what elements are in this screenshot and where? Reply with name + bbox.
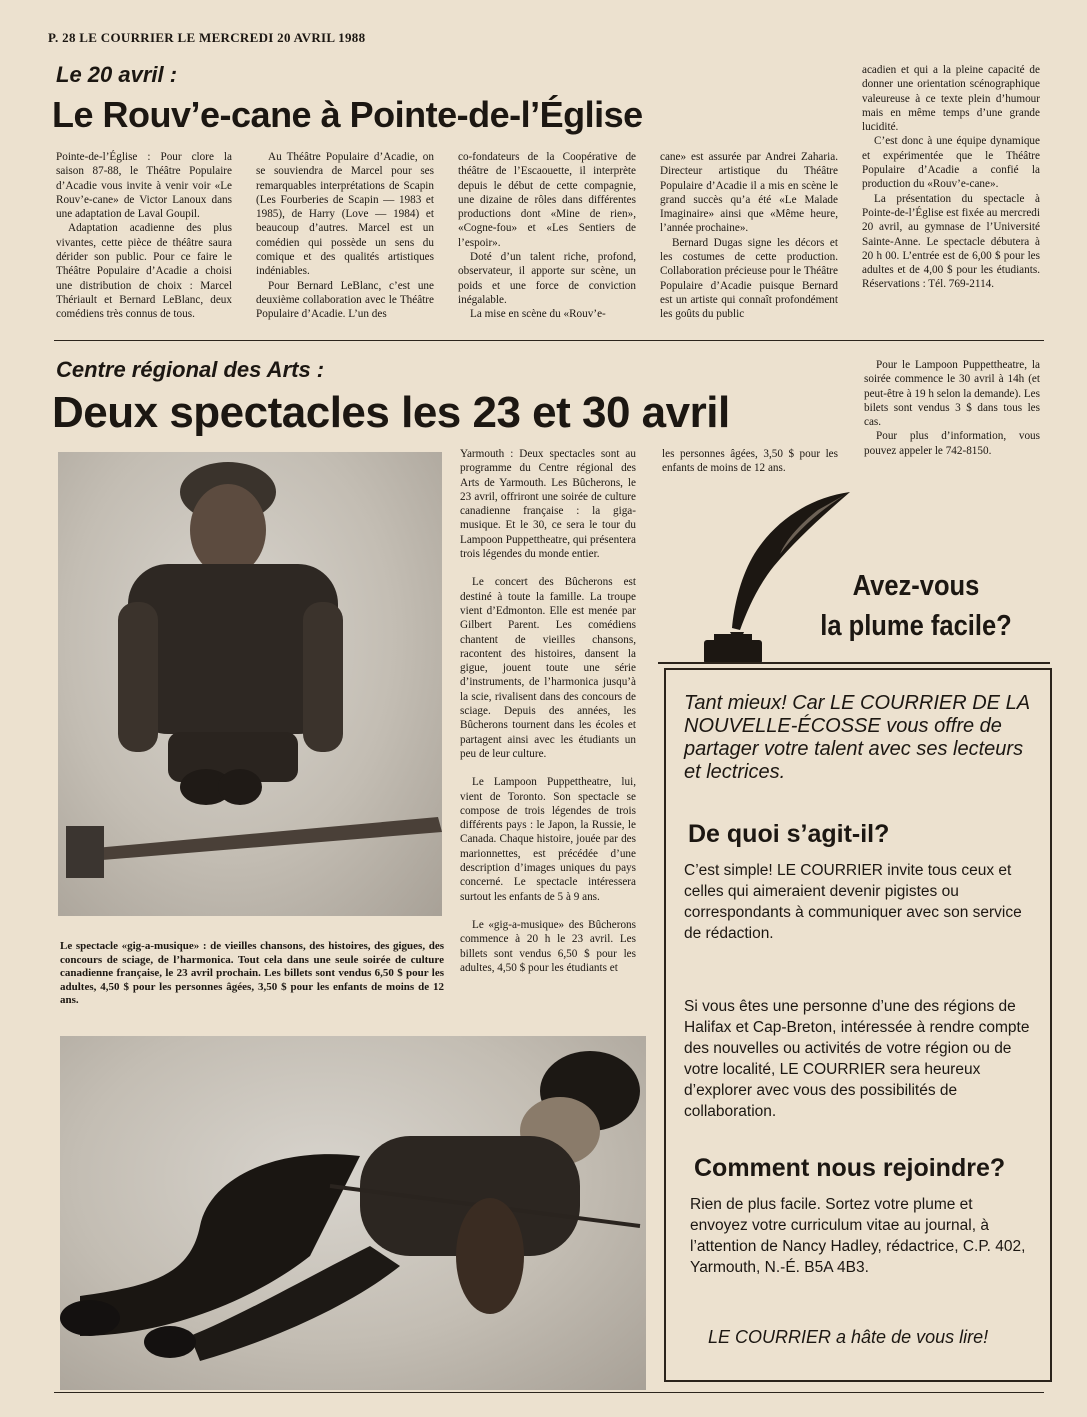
paragraph: Pour plus d’information, vous pouvez appeler le 742-8150.: [864, 430, 1040, 457]
promo-intro: Tant mieux! Car LE COURRIER DE LA NOUVELLE-ÉCOSSE vous offre de partager votre talent avec ses lecteurs et lectrices.: [684, 692, 1030, 783]
promo-title-line1: Avez-vous: [852, 570, 980, 602]
paragraph: La mise en scène du «Rouv’e-: [470, 308, 606, 321]
promo-closing: LE COURRIER a hâte de vous lire!: [708, 1327, 989, 1347]
paragraph: cane» est assurée par Andrei Zaharia. Directeur artistique du Théâtre Populaire d’Acadie il a mis en scène le grand succès qu’a été «Le Malade Imaginaire» ainsi que «Même heure, l’année prochaine».: [660, 151, 838, 235]
article2-side: [864, 358, 1040, 458]
article2-col2: [662, 447, 838, 476]
paragraph: Pour le Lampoon Puppettheatre, la soirée commence le 30 avril à 14h (et peut-être à 19 h selon la demande). Les bilets sont vendus 3 $ dans tous les cas.: [864, 359, 1040, 429]
promo-top-rule: [658, 662, 1050, 664]
paragraph: Adaptation acadienne des plus vivantes, cette pièce de théâtre saura dérider son public. Pour ce faire le Théâtre Populaire d’Acadie a choisi une distribution de choix : Marcel Thériault et Bernard LeBlanc, deux comédiens très connus de tous.: [56, 222, 232, 321]
promo-paragraph-2: Si vous êtes une personne d’une des régions de Halifax et Cap-Breton, intéressée à rendre compte des nouvelles ou activités de votre région ou de votre localité, LE COURRIER sera heureux d’explorer avec vous des possibilités de collaboration.: [684, 998, 1030, 1120]
article1-col5: [862, 63, 1040, 292]
article2-col1: [460, 447, 636, 975]
promo-box: [664, 668, 1052, 1382]
bottom-rule: [54, 1392, 1044, 1393]
promo-title-line2: la plume facile?: [820, 610, 1012, 642]
photo-lumberjack-jumping: [58, 452, 442, 916]
paragraph: Doté d’un talent riche, profond, observateur, il apporte sur scène, un poids et une force de conviction inégalable.: [458, 251, 636, 306]
promo-heading-what: De quoi s’agit-il?: [688, 820, 890, 848]
section-divider: [54, 340, 1044, 341]
article1-col3: [458, 150, 636, 322]
article2-kicker: Centre régional des Arts :: [56, 357, 325, 382]
paragraph: La présentation du spectacle à Pointe-de-l’Église est fixée au mercredi 20 avril, au gymnase de l’Université Sainte-Anne. Le spectacle débutera à 20 h 00. L’entrée est de 6,00 $ pour les adultes et de 4,00 $ pour les étudiants. Réservations : Tél. 769-2114.: [862, 192, 1040, 291]
paragraph: Le «gig-a-musique» des Bûcherons commence à 20 h le 23 avril. Les billets sont vendus 6,50 $ pour les adultes, 4,50 $ pour les étudiants et: [460, 918, 636, 974]
page-header: P. 28 LE COURRIER LE MERCREDI 20 AVRIL 1988: [48, 30, 366, 45]
article1-headline: Le Rouv’e-cane à Pointe-de-l’Église: [52, 94, 643, 135]
violinist-figure: [60, 1036, 646, 1390]
paragraph: co-fondateurs de la Coopérative de théâtre de l’Escaouette, il interprète depuis le début de cette compagnie, une dizaine de rôles dans différentes productions dont «Mine de rien», «Cogne-fou» et «Les Sentiers de l’espoir».: [458, 151, 636, 249]
paragraph: Pour Bernard LeBlanc, c’est une deuxième collaboration avec le Théâtre Populaire d’Acadie. L’un des: [256, 279, 434, 321]
paragraph: Pointe-de-l’Église : Pour clore la saison 87-88, le Théâtre Populaire d’Acadie vous invite à venir voir «Le Rouv’e-cane» de Victor Lanoux dans une adaptation de Laval Goupil.: [56, 151, 232, 221]
paragraph: acadien et qui a la pleine capacité de donner une orientation scénographique valeureuse à ce texte plein d’humour mais en même temps d’une grande lucidité.: [862, 64, 1040, 134]
article1-col4: [660, 150, 838, 322]
promo-title: [814, 566, 1018, 646]
photo-violinist: [60, 1036, 646, 1390]
promo-heading-contact: Comment nous rejoindre?: [694, 1154, 1006, 1182]
paragraph: Le concert des Bûcherons est destiné à toute la famille. La troupe vient d’Edmonton. Elle est menée par Gilbert Parent. Les comédiens chantent de vieilles chansons, racontent des histoires, dansent la gigue, jouent toute une série d’instruments, de l’harmonica jusqu’à la scie, rivalisent dans des concours de sciage. Depuis des années, les Bûcherons tournent dans les écoles et partagent ainsi avec les étudiants un peu de leur culture.: [460, 576, 636, 760]
promo-paragraph-1: C’est simple! LE COURRIER invite tous ceux et celles qui aimeraient devenir pigistes ou correspondants à communiquer avec son service de rédaction.: [684, 862, 1022, 942]
paragraph: Le Lampoon Puppettheatre, lui, vient de Toronto. Son spectacle se compose de trois légendes de trois différents pays : le Japon, la Russie, le Canada. Chaque histoire, jouée par des marionnettes, est précédée d’une description d’images uniques du pays concerné. Le spectacle intéressera surtout les enfants de 5 à 9 ans.: [460, 776, 636, 903]
paragraph: Bernard Dugas signe les décors et les costumes de cette production. Collaboration précieuse pour le Théâtre Populaire d’Acadie puisque Bernard est un artiste qui connaît profondément les goûts du public: [660, 236, 838, 321]
article1-col1: [56, 150, 232, 322]
article1-col2: [256, 150, 434, 322]
paragraph: Au Théâtre Populaire d’Acadie, on se souviendra de Marcel pour ses remarquables interprétations de Scapin (Les Fourberies de Scapin — 1983 et 1985), de Harry (Love — 1984) et beaucoup d’autres. Marcel est un comédien qui possède un sens du comique et des qualités artistiques indéniables.: [256, 151, 434, 278]
article1-kicker: Le 20 avril :: [56, 62, 178, 87]
paragraph: Yarmouth : Deux spectacles sont au programme du Centre régional des Arts de Yarmouth. Les Bûcherons, le 23 avril, offriront une soirée de culture canadienne française : la giga-musique. Et le 30, ce sera le tour du Lampoon Puppettheatre, qui présentera trois légendes du monde entier.: [460, 448, 636, 561]
article2-headline: Deux spectacles les 23 et 30 avril: [52, 388, 730, 437]
promo-paragraph-3: Rien de plus facile. Sortez votre plume et envoyez votre curriculum vitae au journal, à l’attention de Nancy Hadley, rédactrice, C.P. 402, Yarmouth, N.-É. B5A 4B3.: [690, 1196, 1026, 1276]
paragraph: les personnes âgées, 3,50 $ pour les enfants de moins de 12 ans.: [662, 448, 838, 475]
paragraph: C’est donc à une équipe dynamique et expérimentée que le Théâtre Populaire d’Acadie a confié la production du «Rouv’e-cane».: [862, 135, 1040, 191]
photo-caption: Le spectacle «gig-a-musique» : de vieilles chansons, des histoires, des gigues, des concours de sciage, de l’harmonica. Tout cela dans une seule soirée de culture canadienne française, le 23 avril prochain. Les billets sont vendus 6,50 $ pour les adultes, 4,50 $ pour les personnes âgées, 3,50 $ pour les enfants de moins de 12 ans.: [60, 940, 444, 1006]
lumberjack-figure: [58, 452, 442, 916]
